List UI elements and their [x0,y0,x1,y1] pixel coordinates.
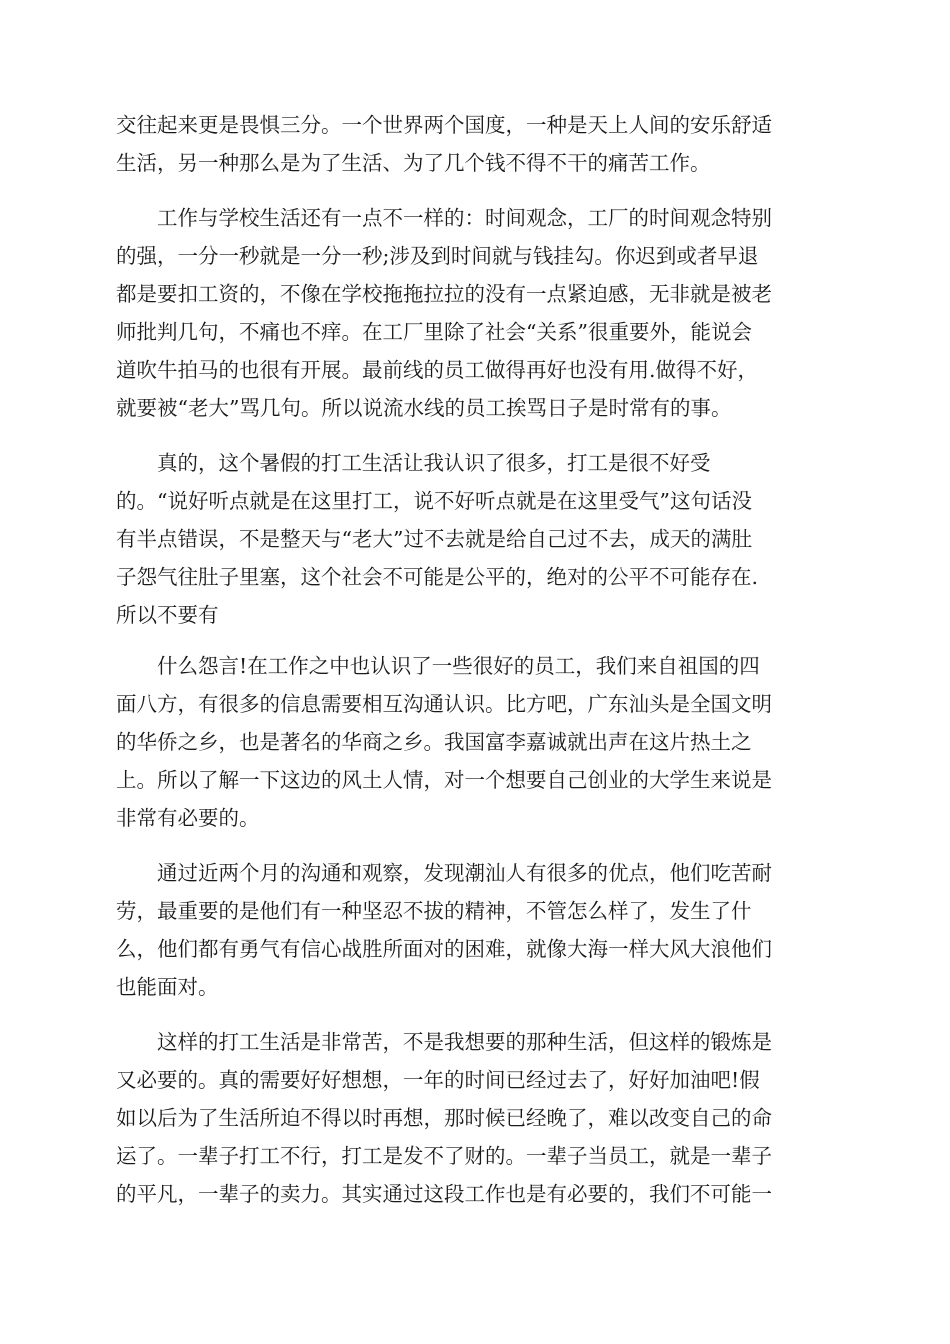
text-line: 的华侨之乡，也是著名的华商之乡。我国富李嘉诚就出声在这片热土之 [116,730,752,754]
paragraph-6 [116,1023,834,1213]
text-line: 运了。一辈子打工不行，打工是发不了财的。一辈子当员工，就是一辈子 [116,1144,772,1168]
text-line: 通过近两个月的沟通和观察，发现潮汕人有很多的优点，他们吃苦耐 [157,861,772,885]
text-line: 又必要的。真的需要好好想想，一年的时间已经过去了，好好加油吧!假 [116,1068,760,1092]
article-body [116,106,834,1230]
text-line: 子怨气往肚子里塞，这个社会不可能是公平的，绝对的公平不可能存在. [116,565,759,589]
paragraph-5 [116,854,834,1006]
text-line: 工作与学校生活还有一点不一样的：时间观念，工厂的时间观念特别 [157,206,772,230]
text-line: 师批判几句，不痛也不痒。在工厂里除了社会“关系”很重要外，能说会 [116,320,752,344]
text-line: 上。所以了解一下这边的风土人情，对一个想要自己创业的大学生来说是 [116,768,772,792]
text-line: 什么怨言!在工作之中也认识了一些很好的员工，我们来自祖国的四 [157,654,760,678]
paragraph-1 [116,106,834,182]
text-line: 交往起来更是畏惧三分。一个世界两个国度，一种是天上人间的安乐舒适 [116,113,772,137]
paragraph-3 [116,444,834,634]
text-line: 真的，这个暑假的打工生活让我认识了很多，打工是很不好受 [157,451,711,475]
paragraph-4 [116,647,834,837]
text-line: 有半点错误，不是整天与“老大”过不去就是给自己过不去，成天的满肚 [116,527,752,551]
text-line: 也能面对。 [116,975,219,999]
text-line: 所以不要有 [116,603,219,627]
text-line: 道吹牛拍马的也很有开展。最前线的员工做得再好也没有用.做得不好， [116,358,759,382]
text-line: 生活，另一种那么是为了生活、为了几个钱不得不干的痛苦工作。 [116,151,711,175]
paragraph-2 [116,199,834,427]
text-line: 非常有必要的。 [116,806,260,830]
text-line: 么，他们都有勇气有信心战胜所面对的困难，就像大海一样大风大浪他们 [116,937,772,961]
text-line: 劳，最重要的是他们有一种坚忍不拔的精神，不管怎么样了，发生了什 [116,899,752,923]
text-line: 面八方，有很多的信息需要相互沟通认识。比方吧，广东汕头是全国文明 [116,692,772,716]
text-line: 就要被“老大”骂几句。所以说流水线的员工挨骂日子是时常有的事。 [116,396,732,420]
text-line: 都是要扣工资的，不像在学校拖拖拉拉的没有一点紧迫感，无非就是被老 [116,282,772,306]
text-line: 的强，一分一秒就是一分一秒;涉及到时间就与钱挂勾。你迟到或者早退 [116,244,759,268]
text-line: 的平凡，一辈子的卖力。其实通过这段工作也是有必要的，我们不可能一 [116,1182,772,1206]
text-line: 的。“说好听点就是在这里打工，说不好听点就是在这里受气”这句话没 [116,489,752,513]
text-line: 这样的打工生活是非常苦，不是我想要的那种生活，但这样的锻炼是 [157,1030,772,1054]
text-line: 如以后为了生活所迫不得以时再想，那时候已经晚了，难以改变自己的命 [116,1106,772,1130]
